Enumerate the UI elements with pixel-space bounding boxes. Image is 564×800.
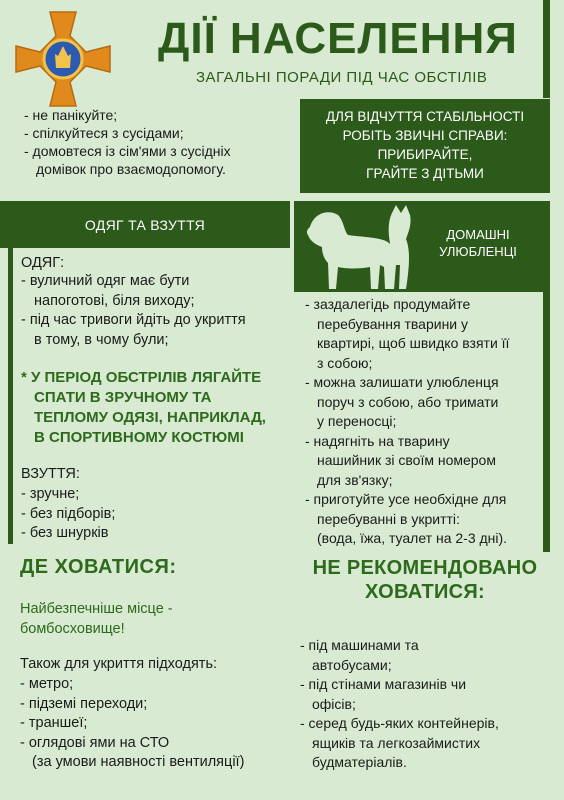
stability-line: ГРАЙТЕ З ДІТЬМИ bbox=[366, 166, 484, 181]
list-item: автобусами; bbox=[312, 656, 392, 673]
list-item: - метро; bbox=[20, 676, 74, 692]
shoes-label: ВЗУТТЯ: bbox=[21, 466, 80, 482]
list-item: домівок про взаємодопомогу. bbox=[36, 161, 226, 177]
note-line: В СПОРТИВНОМУ КОСТЮМІ bbox=[34, 429, 244, 446]
list-item: офісів; bbox=[312, 695, 356, 712]
list-item: - надягніть на тварину bbox=[305, 432, 450, 449]
list-item: перебування тварини у bbox=[317, 315, 469, 332]
list-item: ящиків та легкозаймистих bbox=[312, 734, 481, 751]
list-item: - оглядові ями на СТО bbox=[20, 734, 170, 751]
list-item: у переносці; bbox=[317, 413, 397, 429]
page-title: ДІЇ НАСЕЛЕННЯ bbox=[158, 14, 518, 63]
list-item: - під машинами та bbox=[300, 637, 419, 653]
pets-header-line: УЛЮБЛЕНЦІ bbox=[439, 244, 517, 259]
not-recommended-title-line: НЕ РЕКОМЕНДОВАНО bbox=[312, 557, 538, 579]
title-vertical-rule bbox=[543, 0, 550, 98]
list-item: - без шнурків bbox=[21, 525, 109, 541]
list-item: - серед будь-яких контейнерів, bbox=[300, 715, 499, 731]
list-item: для зв'язку; bbox=[317, 471, 393, 488]
list-item: (вода, їжа, туалет на 2-3 дні). bbox=[317, 530, 508, 546]
list-item: - траншеї; bbox=[20, 715, 88, 731]
list-item: - приготуйте усе необхідне для bbox=[305, 491, 507, 507]
list-item: - можна залишати улюбленця bbox=[305, 374, 499, 390]
list-item: - без підборів; bbox=[21, 505, 116, 522]
list-item: поруч з собою, або тримати bbox=[317, 393, 499, 410]
list-item: в тому, в чому були; bbox=[34, 331, 169, 348]
dsns-emblem bbox=[14, 10, 112, 108]
list-item: - домовтеся із сім'ями з сусідніх bbox=[24, 143, 231, 159]
clothes-list bbox=[21, 272, 246, 350]
intro-list bbox=[24, 106, 231, 178]
list-item: напоготові, біля виходу; bbox=[34, 292, 195, 309]
stability-box bbox=[300, 99, 550, 193]
safest-line: Найбезпечніше місце - bbox=[20, 601, 173, 617]
stability-line: РОБІТЬ ЗВИЧНІ СПРАВИ: bbox=[342, 128, 508, 143]
clothing-left-rule bbox=[8, 248, 13, 544]
pets-illustration bbox=[302, 203, 420, 291]
page-subtitle: ЗАГАЛЬНІ ПОРАДИ ПІД ЧАС ОБСТІЛІВ bbox=[196, 69, 488, 86]
list-item: - підземі переходи; bbox=[20, 695, 148, 712]
not-recommended-title-line: ХОВАТИСЯ: bbox=[364, 581, 486, 603]
safest-place bbox=[20, 599, 173, 639]
clothing-header-label: ОДЯГ ТА ВЗУТТЯ bbox=[84, 217, 206, 233]
stability-line: ДЛЯ ВІДЧУТТЯ СТАБІЛЬНОСТІ bbox=[325, 109, 525, 124]
list-item: (за умови наявності вентиляції) bbox=[32, 754, 245, 770]
list-item: - зручне; bbox=[21, 486, 80, 502]
clothes-label: ОДЯГ: bbox=[21, 255, 65, 271]
pets-header bbox=[428, 226, 528, 260]
not-recommended-title bbox=[300, 556, 550, 604]
list-item: - вуличний одяг має бути bbox=[21, 273, 190, 289]
list-item: - не панікуйте; bbox=[24, 107, 118, 123]
list-item: будматеріалів. bbox=[312, 754, 407, 770]
also-label: Також для укриття підходять: bbox=[20, 656, 218, 672]
stability-line: ПРИБИРАЙТЕ, bbox=[377, 147, 473, 162]
list-item: квартирі, щоб швидко взяти її bbox=[317, 335, 510, 351]
sleep-note bbox=[21, 368, 266, 448]
where-list bbox=[20, 675, 244, 773]
note-line: СПАТИ В ЗРУЧНОМУ ТА bbox=[34, 389, 212, 406]
list-item: з собою; bbox=[317, 354, 373, 371]
pets-header-line: ДОМАШНІ bbox=[446, 227, 510, 242]
shoes-list bbox=[21, 485, 115, 544]
pets-right-rule bbox=[543, 292, 550, 552]
not-recommended-list bbox=[300, 636, 499, 773]
list-item: - спілкуйтеся з сусідами; bbox=[24, 125, 184, 141]
list-item: - під стінами магазинів чи bbox=[300, 676, 467, 692]
list-item: перебуванні в укритті: bbox=[317, 510, 460, 527]
safest-line: бомбосховище! bbox=[20, 621, 125, 637]
where-title: ДЕ ХОВАТИСЯ: bbox=[20, 556, 177, 578]
list-item: - заздалегідь продумайте bbox=[305, 296, 471, 312]
pets-list bbox=[305, 295, 509, 549]
list-item: нашийник зі своїм номером bbox=[317, 452, 496, 468]
note-line: ТЕПЛОМУ ОДЯЗІ, НАПРИКЛАД, bbox=[34, 409, 266, 426]
list-item: - під час тривоги йдіть до укриття bbox=[21, 312, 246, 328]
note-line: * У ПЕРІОД ОБСТРІЛІВ ЛЯГАЙТЕ bbox=[21, 369, 262, 386]
